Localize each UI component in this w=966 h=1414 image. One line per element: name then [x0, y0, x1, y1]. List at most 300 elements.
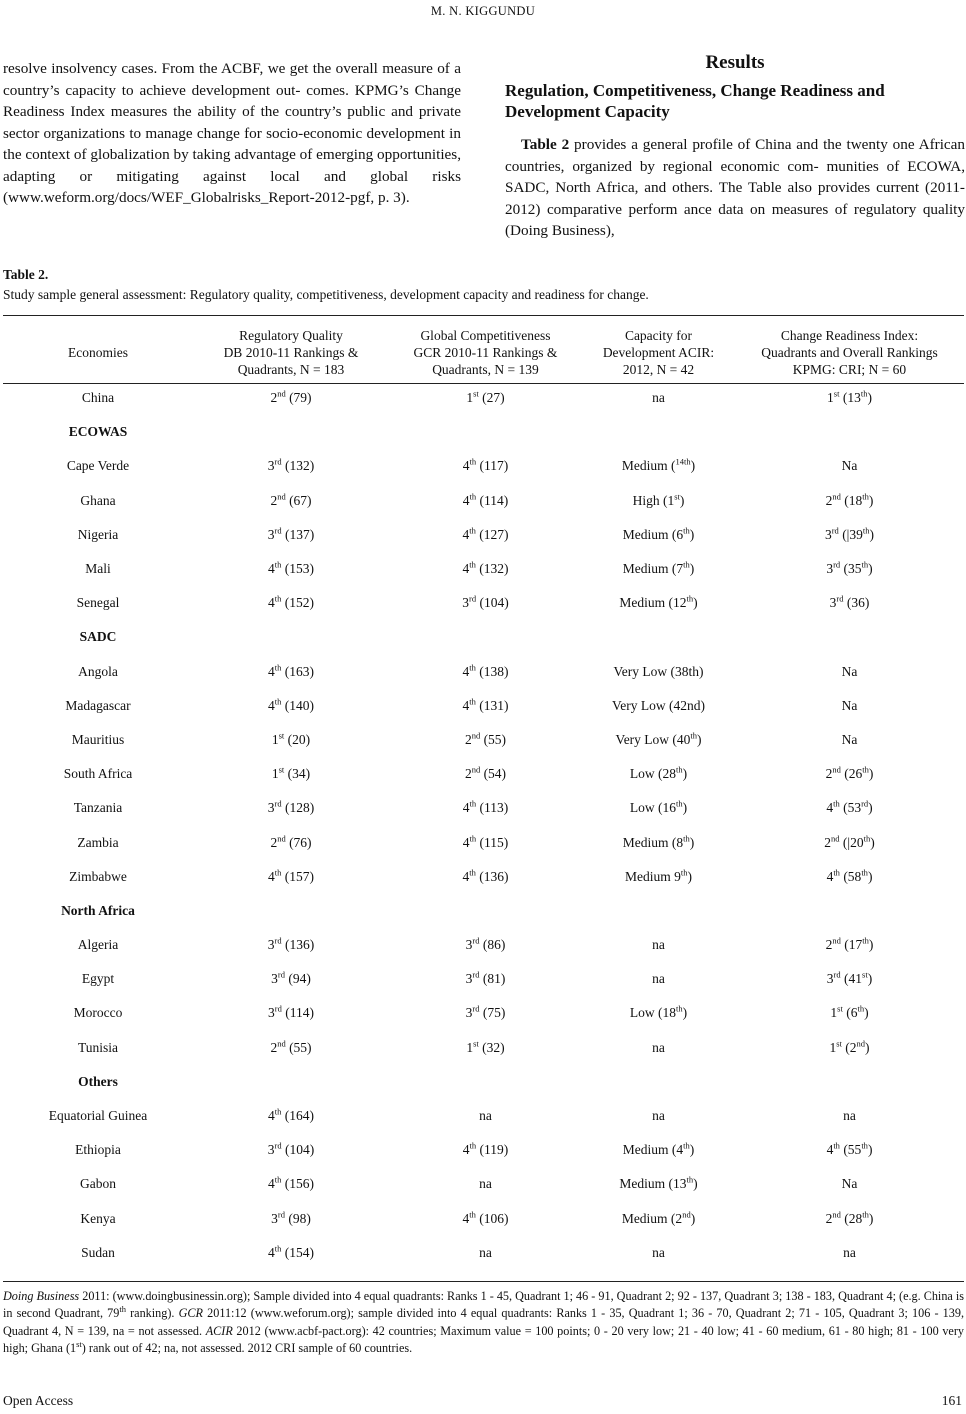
cell-text: Medium (6: [622, 526, 684, 542]
cell-text: 1: [271, 731, 279, 747]
column-header-line: Quadrants, N = 183: [237, 361, 345, 377]
ordinal-suffix: th: [676, 798, 683, 809]
ranking-cell: [582, 723, 735, 757]
ordinal-suffix: rd: [831, 525, 839, 536]
group-row: [3, 894, 964, 928]
ranking-cell: [389, 928, 582, 962]
cell-text: 4: [462, 868, 470, 884]
ranking-cell: [389, 484, 582, 518]
ranking-cell: [582, 1031, 735, 1065]
cell-text: ): [690, 1210, 696, 1226]
ordinal-suffix: th: [274, 593, 282, 604]
ordinal-suffix: rd: [469, 593, 477, 604]
cell-text: Low (18: [629, 1005, 676, 1021]
table-row: [3, 791, 964, 825]
cell-text: Medium (: [621, 458, 676, 474]
cell-text: High (1: [632, 492, 675, 508]
ordinal-suffix: th: [833, 867, 840, 878]
cell-text: 4: [826, 800, 834, 816]
column-header-line: Capacity for: [624, 327, 693, 343]
cell-text: (163): [281, 663, 314, 679]
cell-text: 3: [268, 1005, 275, 1021]
ranking-cell: [193, 1133, 389, 1167]
ranking-cell: [389, 996, 582, 1030]
cell-text: ): [868, 766, 874, 782]
cell-text: (164): [281, 1108, 314, 1124]
empty-cell: [582, 894, 735, 928]
cell-text: ): [867, 1142, 873, 1158]
cell-text: (106): [475, 1210, 509, 1226]
ranking-cell: [389, 757, 582, 791]
cell-text: (55): [480, 731, 507, 747]
ranking-cell: [582, 1236, 735, 1270]
ranking-cell: [193, 518, 389, 552]
ranking-cell: [735, 449, 964, 483]
ranking-cell: [582, 655, 735, 689]
table-row: [3, 1099, 964, 1133]
ranking-cell: [389, 689, 582, 723]
ordinal-suffix: th: [860, 388, 868, 399]
ranking-cell: [389, 1133, 582, 1167]
ranking-cell: [582, 381, 735, 415]
ordinal-suffix: nd: [277, 491, 286, 502]
ranking-cell: [582, 1202, 735, 1236]
ordinal-suffix: st: [473, 388, 479, 399]
cell-text: ): [689, 1142, 695, 1158]
cell-text: (114): [281, 1005, 314, 1021]
cell-text: (6: [842, 1005, 858, 1021]
cell-text: ): [868, 937, 874, 953]
ordinal-suffix: th: [862, 491, 869, 502]
ordinal-suffix: nd: [856, 1038, 866, 1049]
ranking-cell: [582, 996, 735, 1030]
ranking-cell: [193, 655, 389, 689]
column-header-line: DB 2010-11 Rankings &: [223, 344, 359, 360]
economy-name: Tunisia: [77, 1039, 119, 1055]
ordinal-suffix: nd: [832, 764, 841, 775]
ordinal-suffix: rd: [274, 798, 282, 809]
ordinal-suffix: nd: [277, 1038, 286, 1049]
ordinal-suffix: th: [274, 559, 282, 570]
cell-text: (152): [281, 595, 314, 611]
cell-text: ): [867, 868, 873, 884]
table-body: [3, 381, 964, 1270]
ordinal-suffix: st: [473, 1038, 479, 1049]
cell-text: (58: [839, 868, 862, 884]
table-notes: [3, 1288, 964, 1357]
cell-text: (94): [284, 971, 311, 987]
table-row: [3, 1167, 964, 1201]
cell-text: 4: [462, 697, 470, 713]
empty-cell: [389, 415, 582, 449]
cell-text: (113): [476, 800, 509, 816]
ranking-cell: [389, 1236, 582, 1270]
cell-text: ): [693, 595, 698, 611]
cell-text: (32): [478, 1039, 505, 1055]
ordinal-suffix: th: [469, 1209, 476, 1220]
ordinal-suffix: nd: [682, 1209, 691, 1220]
cell-text: 4: [462, 458, 470, 474]
ranking-cell: [582, 689, 735, 723]
cell-text: na: [843, 1244, 856, 1260]
group-row: [3, 1065, 964, 1099]
ordinal-suffix: th: [861, 559, 869, 570]
ranking-cell: [735, 1202, 964, 1236]
economy-name: Kenya: [80, 1210, 116, 1226]
economy-name: China: [81, 390, 115, 406]
empty-cell: [735, 620, 964, 654]
cell-text: ): [868, 800, 873, 816]
cell-text: (104): [281, 1142, 315, 1158]
cell-text: Medium 9: [625, 868, 681, 884]
subsection-heading: Regulation, Competitiveness, Change Readiness and Development Capacity: [505, 81, 885, 121]
cell-text: (136): [475, 868, 509, 884]
cell-text: (86): [479, 937, 506, 953]
ranking-cell: [582, 791, 735, 825]
cell-text: (114): [476, 492, 509, 508]
ordinal-suffix: st: [862, 969, 868, 980]
column-header-line: Change Readiness Index:: [780, 327, 919, 343]
ordinal-suffix: st: [278, 764, 285, 775]
ranking-cell: [389, 962, 582, 996]
column-header-line: Global Competitiveness: [420, 327, 551, 343]
ranking-cell: [582, 518, 735, 552]
cell-text: Na: [841, 1176, 858, 1192]
ranking-cell: [193, 757, 389, 791]
ranking-cell: [389, 655, 582, 689]
cell-text: ): [867, 390, 872, 406]
cell-text: ): [687, 868, 692, 884]
ordinal-suffix: st: [837, 1003, 843, 1014]
ordinal-suffix: th: [676, 764, 683, 775]
cell-text: 3: [462, 595, 470, 611]
ranking-cell: [582, 552, 735, 586]
ordinal-suffix: st: [76, 1338, 82, 1349]
cell-text: (55: [839, 1142, 862, 1158]
ranking-cell: [193, 449, 389, 483]
cell-text: (|39: [838, 526, 863, 542]
economy-name: Madagascar: [65, 697, 131, 713]
cell-text: (35: [840, 561, 862, 577]
cell-text: 4: [826, 1142, 834, 1158]
column-header-line: Quadrants and Overall Rankings: [761, 344, 938, 360]
ordinal-suffix: nd: [832, 935, 841, 946]
ordinal-suffix: th: [676, 1003, 683, 1014]
cell-text: 2: [824, 834, 832, 850]
table-row: [3, 962, 964, 996]
cell-text: 3: [267, 526, 275, 542]
economy-name: Mauritius: [71, 731, 125, 747]
column-header-line: Economies: [68, 344, 128, 360]
ranking-cell: [735, 928, 964, 962]
economy-name: Mali: [85, 561, 111, 577]
cell-text: 4: [462, 834, 470, 850]
ordinal-suffix: rd: [274, 525, 282, 536]
table-reference: Table 2: [521, 136, 570, 153]
cell-text: 1: [830, 1005, 838, 1021]
cell-text: 4: [462, 1142, 470, 1158]
ranking-cell: [582, 1133, 735, 1167]
empty-cell: [735, 1065, 964, 1099]
cell-text: (119): [476, 1142, 509, 1158]
empty-cell: [582, 415, 735, 449]
ranking-cell: [193, 1167, 389, 1201]
group-label: SADC: [79, 629, 117, 645]
cell-text: 1: [466, 390, 474, 406]
cell-text: (|20: [839, 834, 864, 850]
ranking-cell: [389, 518, 582, 552]
ordinal-suffix: th: [833, 1140, 840, 1151]
ordinal-suffix: th: [862, 935, 869, 946]
body-paragraph: resolve insolvency cases. From the ACBF, we get the overall measure of a country’s capacity to achieve development out- comes. KPMG’s Change Readiness Index measures the ability of the country’s public and private sector organizations to manage change for socio-economic development in the context of globalization by taking advantage of emerging opportunities, adapting or mitigating against local and global risks (www.weform.org/docs/WEF_Globalrisks_Report-2012-pgf, p. 3).: [3, 60, 461, 206]
cell-text: 2: [270, 1039, 278, 1055]
ranking-cell: [735, 996, 964, 1030]
cell-text: (67): [285, 492, 312, 508]
group-label: North Africa: [61, 902, 135, 918]
economy-name: Sudan: [81, 1244, 115, 1260]
ordinal-suffix: th: [861, 867, 868, 878]
table-caption: Study sample general assessment: Regulatory quality, competitiveness, development capacity and readiness for change.: [3, 287, 649, 302]
column-header-line: 2012, N = 42: [622, 361, 695, 377]
ranking-cell: [389, 791, 582, 825]
economy-name: Ghana: [80, 492, 116, 508]
cell-text: Medium (8: [622, 834, 684, 850]
cell-text: ): [697, 731, 702, 747]
ranking-cell: [389, 586, 582, 620]
ordinal-suffix: th: [686, 1174, 694, 1185]
ordinal-suffix: st: [836, 1038, 842, 1049]
cell-text: (136): [281, 937, 315, 953]
ordinal-suffix: st: [833, 388, 840, 399]
ordinal-suffix: th: [274, 1106, 282, 1117]
ranking-cell: [735, 860, 964, 894]
empty-cell: [193, 620, 389, 654]
empty-cell: [389, 1065, 582, 1099]
cell-text: Medium (13: [619, 1176, 687, 1192]
economy-name: Angola: [78, 663, 118, 679]
notes-text: 2011:12 (www.weforum.org); sample divided into 4 equal quadrants: Ranks 1 - 35, Quadrant 1; 36 - 70, Quadrant 2; 71 - 105, Quadrant 3; 106 - 139, Quadrant 4, N = 139, na = not assessed.: [3, 1306, 964, 1338]
ordinal-suffix: th: [119, 1304, 126, 1315]
cell-text: (75): [479, 1005, 506, 1021]
cell-text: (132): [281, 458, 315, 474]
cell-text: (137): [281, 526, 315, 542]
ordinal-suffix: th: [469, 491, 477, 502]
ordinal-suffix: th: [833, 798, 840, 809]
cell-text: 1: [466, 1039, 474, 1055]
ordinal-suffix: nd: [277, 388, 286, 399]
cell-text: 4: [462, 663, 470, 679]
ranking-cell: [193, 552, 389, 586]
ranking-cell: [389, 1099, 582, 1133]
cell-text: Low (28: [629, 766, 676, 782]
ordinal-suffix: th: [469, 456, 477, 467]
cell-text: ): [869, 526, 875, 542]
ordinal-suffix: rd: [274, 456, 282, 467]
table-row: [3, 1236, 964, 1270]
economy-name: Zimbabwe: [69, 868, 127, 884]
cell-text: (13: [839, 390, 861, 406]
ranking-cell: [735, 1099, 964, 1133]
economy-name: Morocco: [73, 1005, 123, 1021]
column-header: [735, 323, 964, 381]
ranking-cell: [193, 1236, 389, 1270]
ordinal-suffix: st: [278, 730, 285, 741]
cell-text: na: [652, 937, 665, 953]
cell-text: Na: [841, 697, 858, 713]
cell-text: 3: [271, 1210, 278, 1226]
column-header-line: GCR 2010-11 Rankings &: [413, 344, 558, 360]
cell-text: 3: [267, 458, 275, 474]
table-row: [3, 723, 964, 757]
ranking-cell: [735, 962, 964, 996]
cell-text: Very Low (38th): [613, 663, 704, 679]
ranking-cell: [193, 1202, 389, 1236]
footer-open-access: Open Access: [3, 1393, 74, 1408]
paragraph-text: provides a general profile of China and the twenty one African countries, organized by regional economic com- munities of ECOWA, SADC, North Africa, and others. The Table also provides current (2011-2012) comparative perform ance data on measures of regulatory quality (Doing Business),: [505, 136, 965, 239]
cell-text: (54): [480, 766, 507, 782]
cell-text: ): [689, 834, 695, 850]
cell-text: 2: [270, 492, 278, 508]
cell-text: na: [652, 390, 665, 406]
ranking-cell: [735, 825, 964, 859]
ordinal-suffix: th: [469, 798, 477, 809]
cell-text: 2: [464, 731, 472, 747]
ranking-cell: [735, 689, 964, 723]
table-row: [3, 860, 964, 894]
notes-source-name: GCR: [178, 1306, 203, 1321]
table-row: [3, 689, 964, 723]
table-title: Table 2.: [3, 267, 49, 282]
economy-name: Equatorial Guinea: [48, 1108, 148, 1124]
column-header-line: KPMG: CRI; N = 60: [792, 361, 907, 377]
empty-cell: [735, 415, 964, 449]
table-row: [3, 449, 964, 483]
cell-text: (41: [840, 971, 863, 987]
empty-cell: [735, 894, 964, 928]
notes-text: 2011: (www.doingbusinessin.org); Sample divided into 4 equal quadrants: Ranks 1 - 45, Quadrant 1; 46 - 91, Quadrant 2; 92 - 137, Quadrant 3; 138 - 183, Quadrant 4; (e.g. China is in second Quadrant, 79: [3, 1289, 965, 1321]
cell-text: 4: [826, 868, 834, 884]
ranking-cell: [389, 860, 582, 894]
cell-text: 4: [462, 526, 470, 542]
ordinal-suffix: rd: [833, 559, 841, 570]
cell-text: (18: [840, 492, 863, 508]
ordinal-suffix: th: [862, 764, 869, 775]
cell-text: 2: [270, 390, 278, 406]
ordinal-suffix: th: [683, 525, 690, 536]
group-row: [3, 620, 964, 654]
ranking-cell: [193, 586, 389, 620]
ranking-cell: [389, 552, 582, 586]
cell-text: 1: [827, 390, 834, 406]
economy-name: Gabon: [80, 1176, 116, 1192]
column-header-line: Quadrants, N = 139: [432, 361, 539, 377]
ordinal-suffix: th: [862, 525, 870, 536]
cell-text: ): [693, 1176, 698, 1192]
body-paragraph: [505, 134, 965, 242]
column-header: [3, 323, 193, 381]
ranking-cell: [735, 518, 964, 552]
cell-text: Low (16: [629, 800, 676, 816]
economy-name: Cape Verde: [66, 458, 130, 474]
ordinal-suffix: th: [274, 1243, 282, 1254]
ordinal-suffix: nd: [471, 764, 481, 775]
cell-text: Very Low (42nd): [612, 697, 705, 713]
column-header: [582, 323, 735, 381]
ordinal-suffix: st: [674, 491, 680, 502]
group-label: ECOWAS: [68, 424, 128, 440]
ordinal-suffix: rd: [472, 969, 480, 980]
ranking-cell: [735, 655, 964, 689]
column-header: [389, 323, 582, 381]
cell-text: 2: [270, 834, 278, 850]
data-table: [3, 323, 964, 1270]
ranking-cell: [193, 381, 389, 415]
ranking-cell: [735, 484, 964, 518]
ordinal-suffix: 14th: [675, 456, 691, 467]
column-header-line: Development ACIR:: [602, 344, 715, 360]
cell-text: 4: [268, 697, 275, 713]
cell-text: (127): [475, 526, 509, 542]
cell-text: 2: [825, 937, 833, 953]
cell-text: 4: [268, 561, 275, 577]
ordinal-suffix: th: [861, 1140, 868, 1151]
cell-text: 4: [268, 868, 275, 884]
cell-text: 4: [462, 800, 470, 816]
ordinal-suffix: th: [274, 696, 282, 707]
cell-text: 2: [464, 766, 472, 782]
cell-text: (138): [475, 663, 509, 679]
table-row: [3, 552, 964, 586]
ranking-cell: [193, 996, 389, 1030]
ranking-cell: [582, 962, 735, 996]
table-header-row: [3, 323, 964, 381]
cell-text: (34): [284, 766, 311, 782]
ordinal-suffix: th: [683, 1140, 690, 1151]
cell-text: 4: [268, 1176, 275, 1192]
cell-text: 3: [465, 1005, 473, 1021]
cell-text: ): [682, 1005, 688, 1021]
notes-source-name: Doing Business: [3, 1289, 80, 1303]
cell-text: 4: [268, 595, 275, 611]
ranking-cell: [193, 962, 389, 996]
table-row: [3, 586, 964, 620]
cell-text: (76): [285, 834, 312, 850]
ordinal-suffix: th: [469, 559, 476, 570]
table-top-rule: [3, 315, 964, 316]
column-header: [193, 323, 389, 381]
ordinal-suffix: th: [680, 867, 688, 878]
cell-text: Medium (4: [622, 1142, 684, 1158]
ranking-cell: [389, 449, 582, 483]
empty-cell: [582, 1065, 735, 1099]
empty-cell: [582, 620, 735, 654]
cell-text: na: [652, 971, 665, 987]
table-row: [3, 928, 964, 962]
notes-text: ranking).: [125, 1306, 179, 1321]
group-label: Others: [78, 1073, 118, 1089]
cell-text: ): [868, 492, 874, 508]
cell-text: (153): [281, 561, 314, 577]
ranking-cell: [735, 1031, 964, 1065]
cell-text: 3: [465, 937, 473, 953]
cell-text: ): [867, 971, 873, 987]
economy-name: Algeria: [77, 937, 119, 953]
cell-text: Na: [841, 458, 858, 474]
ranking-cell: [193, 928, 389, 962]
table-row: [3, 1133, 964, 1167]
running-header: M. N. KIGGUNDU: [430, 4, 536, 18]
cell-text: (2: [841, 1039, 857, 1055]
